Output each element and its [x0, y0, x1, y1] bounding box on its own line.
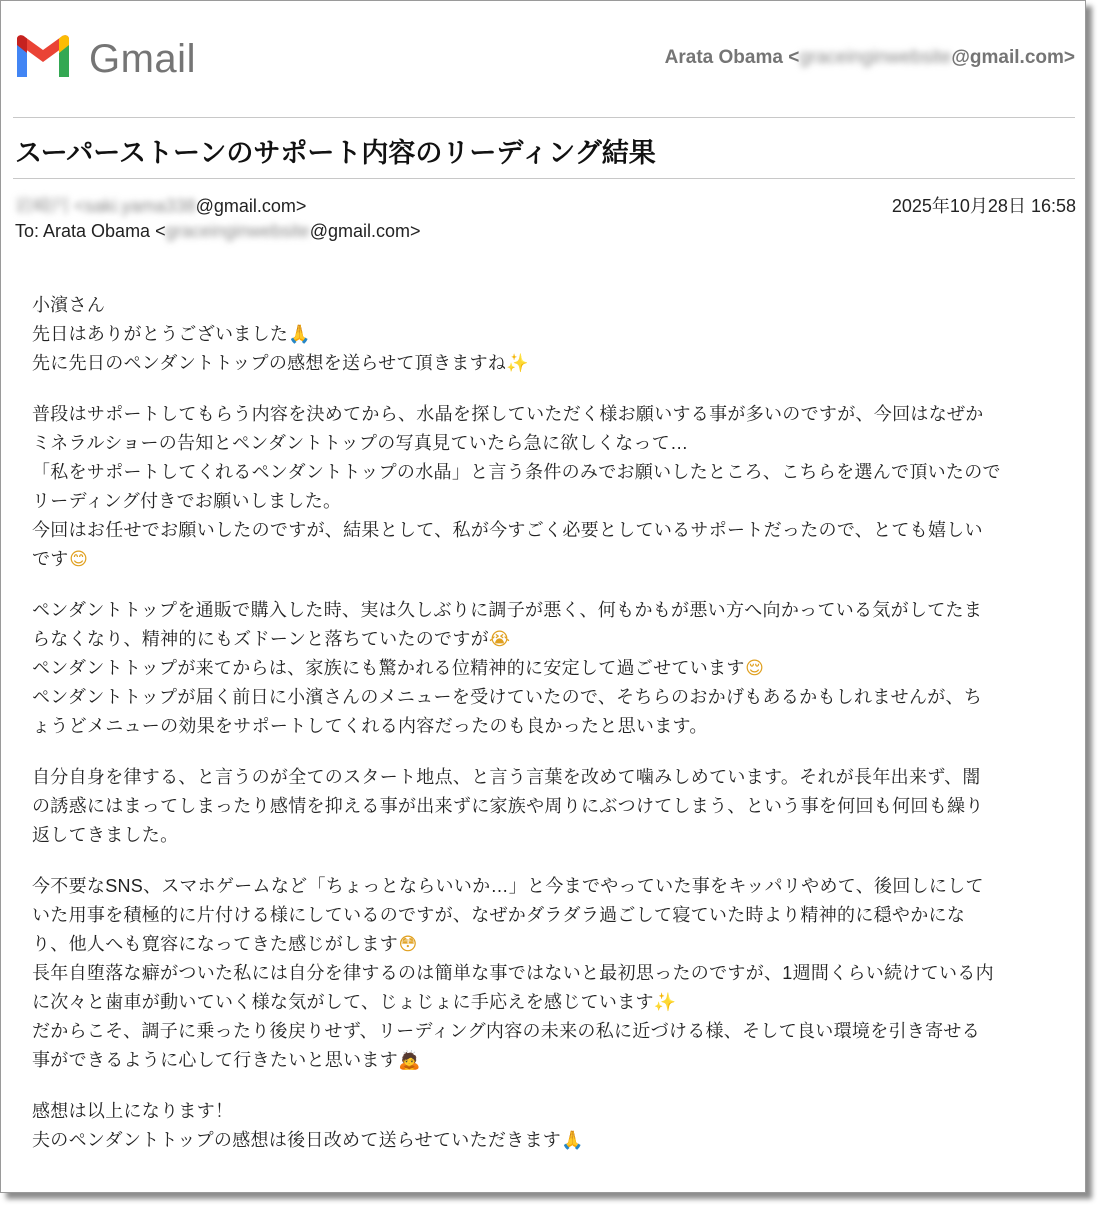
body-text: ペンダントトップが来てからは、家族にも驚かれる位精神的に安定して過ごせています — [32, 658, 745, 678]
body-line — [32, 625, 1062, 654]
body-line: ょうどメニューの効果をサポートしてくれる内容だったのも良かったと思います。 — [32, 716, 708, 736]
from-name-blurred: 岩崎円 — [15, 196, 69, 216]
body-line: 小濱さん — [32, 295, 106, 315]
sparkles-icon: ✨ — [506, 353, 529, 374]
body-line — [32, 1126, 1062, 1155]
body-line — [32, 545, 1062, 574]
body-paragraph-1 — [32, 291, 1062, 378]
body-line: の誘惑にはまってしまったり感情を抑える事が出来ずに家族や周りにぶつけてしまう、という事を何回も何回も繰り — [32, 796, 984, 816]
email-date: 2025年10月28日 16:58 — [891, 196, 1076, 216]
body-line: 今回はお任せでお願いしたのですが、結果として、私が今すごく必要としているサポートだったので、とても嬉しい — [32, 520, 983, 540]
body-text: です — [32, 549, 69, 569]
body-line: いた用事を積極的に片付ける様にしているのですが、なぜかダラダラ過ごして寝ていた時より精神的に穏やかにな — [32, 905, 966, 925]
body-line: 感想は以上になります！ — [32, 1101, 234, 1121]
body-paragraph-6 — [32, 1097, 1062, 1155]
from-local-blurred: <saki.yama338 — [74, 196, 196, 216]
body-line: ペンダントトップを通販で購入した時、実は久しぶりに調子が悪く、何もかもが悪い方へ向かっている気がしてたま — [32, 600, 983, 620]
bowing-person-icon: 🙇 — [398, 1050, 421, 1071]
account-domain: @gmail.com> — [951, 47, 1075, 68]
relieved-face-icon: 😌 — [745, 658, 765, 679]
gmail-logo-icon — [13, 35, 73, 81]
body-line: 普段はサポートしてもらう内容を決めてから、水晶を探していただく様お願いする事が多いのですが、今回はなぜか — [32, 404, 984, 424]
to-local-blurred: graceinginwebsite — [165, 221, 310, 241]
body-line: 今不要なSNS、スマホゲームなど「ちょっとならいいか…」と今までやっていた事をキッパリやめて、後回しにして — [32, 876, 984, 896]
header-divider — [13, 117, 1075, 118]
email-subject: スーパーストーンのサポート内容のリーディング結果 — [15, 138, 656, 168]
from-domain: @gmail.com> — [195, 196, 307, 216]
body-line: 返してきました。 — [32, 825, 179, 845]
body-line: だからこそ、調子に乗ったり後戻りせず、リーディング内容の未来の私に近づける様、そして良い環境を引き寄せる — [32, 1021, 980, 1041]
body-line: ペンダントトップが届く前日に小濱さんのメニューを受けていたので、そちらのおかげもあるかもしれませんが、ち — [32, 687, 983, 707]
subject-divider — [13, 178, 1075, 179]
body-line: ミネラルショーの告知とペンダントトップの写真見ていたら急に欲しくなって… — [32, 433, 689, 453]
body-line: 自分自身を律する、と言うのが全てのスタート地点、と言う言葉を改めて噛みしめています。それが長年出来ず、闇 — [32, 767, 981, 787]
body-text: 先日はありがとうございました — [32, 324, 289, 344]
body-text: 事ができるように心して行きたいと思います — [32, 1050, 398, 1070]
body-paragraph-2 — [32, 400, 1062, 574]
email-meta — [15, 194, 1076, 244]
body-line — [32, 988, 1062, 1017]
body-paragraph-3 — [32, 596, 1062, 741]
body-text: 先に先日のペンダントトップの感想を送らせて頂きますね — [32, 353, 507, 373]
body-line — [32, 654, 1062, 683]
email-body — [32, 291, 1062, 1177]
body-text: 夫のペンダントトップの感想は後日改めて送らせていただきます — [32, 1130, 562, 1150]
folded-hands-icon: 🙏 — [561, 1130, 584, 1151]
body-line — [32, 930, 1062, 959]
to-line — [15, 219, 1076, 244]
body-line: 「私をサポートしてくれるペンダントトップの水晶」と言う条件のみでお願いしたところ、こちらを選んで頂いたので — [32, 462, 1001, 482]
body-line — [32, 349, 1062, 378]
folded-hands-icon: 🙏 — [288, 324, 311, 345]
account-local-blurred: graceinginwebsite — [799, 47, 952, 68]
body-text: に次々と歯車が動いていく様な気がして、じょじょに手応えを感じています — [32, 992, 654, 1012]
account-address — [665, 47, 1075, 69]
body-line — [32, 320, 1062, 349]
to-domain: @gmail.com> — [309, 221, 421, 241]
body-line: リーディング付きでお願いしました。 — [32, 491, 342, 511]
body-paragraph-4 — [32, 763, 1062, 850]
gmail-logo-text: Gmail — [89, 37, 196, 81]
gmail-header — [13, 31, 1075, 87]
crying-face-icon: 😭 — [488, 629, 511, 650]
body-text: らなくなり、精神的にもズドーンと落ちていたのですが — [32, 629, 489, 649]
smiling-face-icon: 😊 — [69, 549, 89, 570]
body-text: り、他人へも寛容になってきた感じがします — [32, 934, 398, 954]
body-paragraph-5 — [32, 872, 1062, 1075]
to-prefix: To: Arata Obama < — [15, 221, 166, 241]
body-line: 長年自堕落な癖がついた私には自分を律するのは簡単な事ではないと最初思ったのですが、1週間くらい続けている内 — [32, 963, 994, 983]
account-name: Arata Obama < — [664, 47, 800, 68]
sparkles-icon: ✨ — [653, 992, 677, 1013]
body-line — [32, 1046, 1062, 1075]
flushed-face-icon: 😳 — [398, 934, 418, 955]
